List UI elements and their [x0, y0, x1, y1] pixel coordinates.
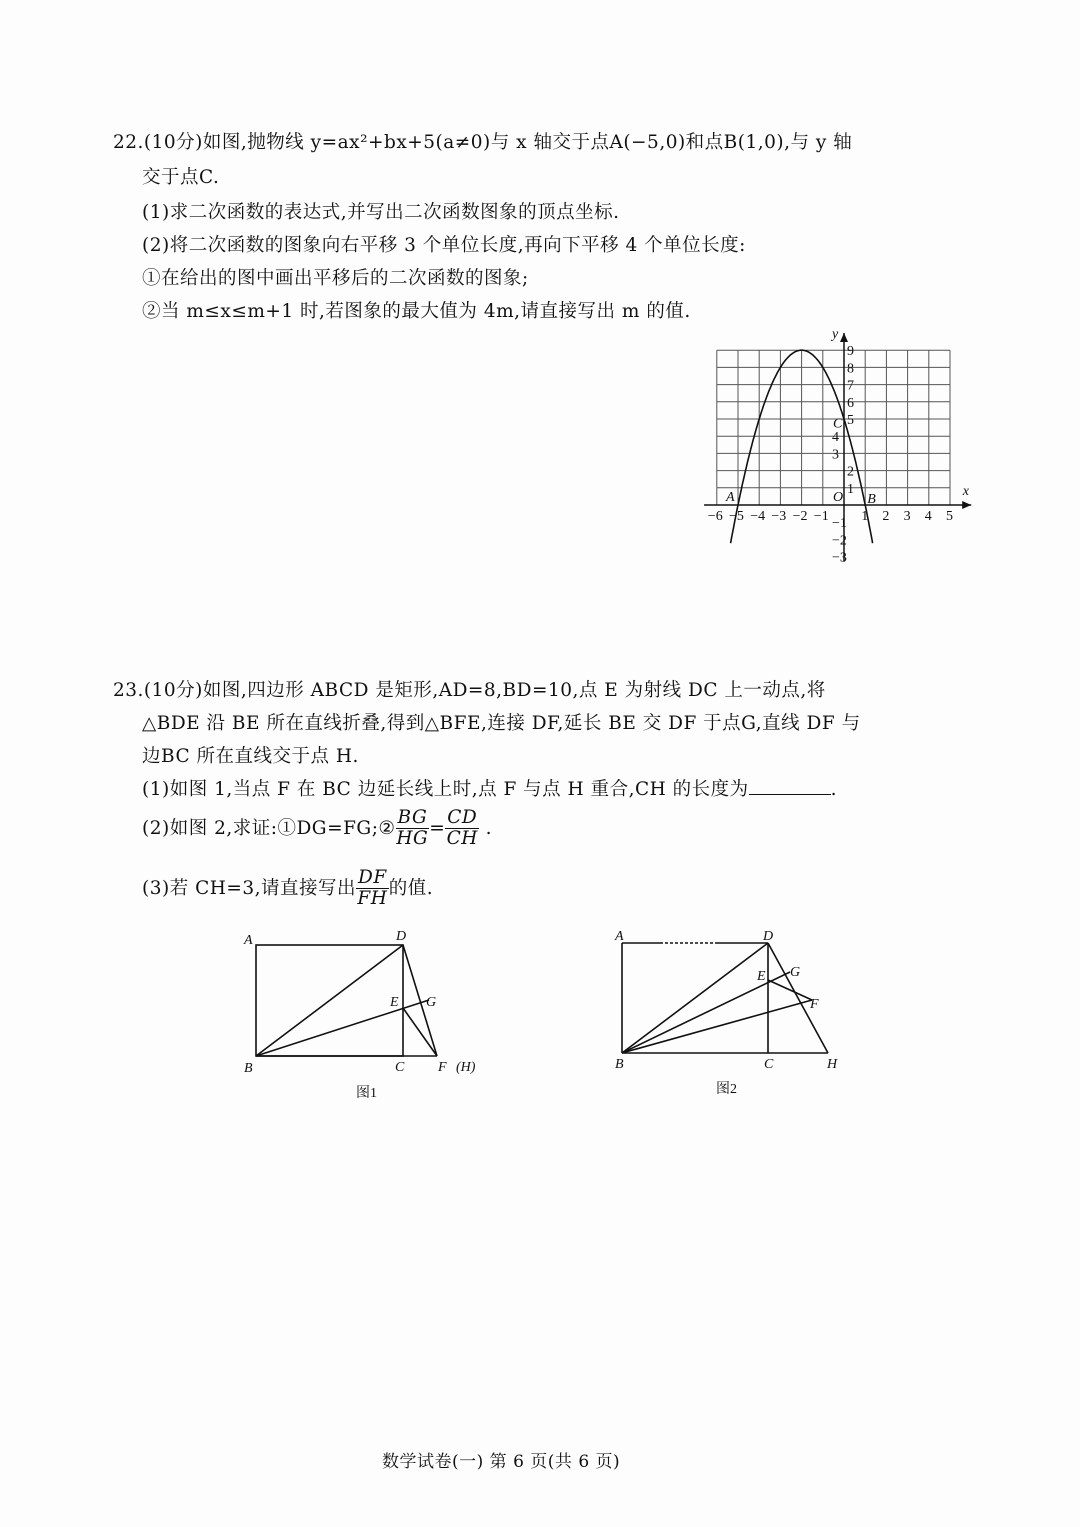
y-axis-label: y	[832, 327, 839, 343]
point-c-label: C	[833, 416, 843, 432]
figure-1-caption: 图1	[356, 1086, 377, 1101]
x-tick-label: 5	[946, 509, 953, 524]
figure-2-caption: 图2	[716, 1082, 737, 1097]
point-a-label: A	[726, 490, 735, 505]
y-tick-label: 3	[832, 447, 839, 463]
q23-line: 边BC 所在直线交于点 H.	[142, 746, 359, 767]
label-d: D	[396, 929, 407, 944]
x-tick-label: −3	[771, 509, 787, 524]
y-tick-label: 1	[847, 481, 854, 497]
y-tick-label: 6	[847, 395, 854, 411]
x-tick-label: −1	[813, 509, 829, 524]
x-tick-label: 2	[882, 509, 890, 524]
label-g: G	[426, 995, 437, 1010]
y-tick-label: 7	[847, 378, 854, 394]
q22-line: 交于点C.	[142, 167, 220, 188]
x-tick-label: 1	[861, 509, 869, 524]
label-b: B	[244, 1061, 253, 1076]
label-e: E	[757, 969, 766, 984]
label-f: F	[438, 1060, 447, 1075]
q22-part2-1: ①在给出的图中画出平移后的二次函数的图象;	[142, 268, 529, 289]
q22-line: 22.(10分)如图,抛物线 y=ax²+bx+5(a≠0)与 x 轴交于点A(−5,0)和点B(1,0),与 y 轴	[113, 132, 853, 153]
x-axis-label: x	[962, 484, 969, 499]
label-h: (H)	[456, 1060, 476, 1075]
fraction-bg-hg: $\frac{BG}{HG}$	[396, 807, 429, 850]
page-footer: 数学试卷(一) 第 6 页(共 6 页)	[382, 1452, 621, 1472]
label-f: F	[810, 997, 819, 1012]
y-tick-label: −1	[832, 516, 847, 532]
x-tick-label: 4	[924, 509, 932, 524]
label-c: C	[395, 1060, 405, 1075]
y-tick-label: −2	[832, 533, 847, 549]
q23-line: 23.(10分)如图,四边形 ABCD 是矩形,AD=8,BD=10,点 E 为射线 DC 上一动点,将	[113, 680, 826, 701]
point-b-label: B	[867, 492, 876, 507]
label-d: D	[763, 929, 774, 944]
y-tick-label: 5	[847, 413, 854, 428]
q22-part2-2: ②当 m≤x≤m+1 时,若图象的最大值为 4m,请直接写出 m 的值.	[142, 301, 691, 322]
q23-part1: (1)如图 1,当点 F 在 BC 边延长线上时,点 F 与点 H 重合,CH 的长度为 .	[142, 779, 838, 800]
y-tick-label: 8	[847, 361, 854, 377]
y-tick-label: −3	[832, 550, 847, 566]
x-tick-label: −6	[707, 509, 723, 524]
x-tick-label: −2	[792, 509, 808, 524]
label-b: B	[615, 1057, 624, 1072]
label-a: A	[244, 933, 253, 948]
label-h: H	[827, 1057, 838, 1072]
fraction-df-fh: $\frac{DF}{FH}$	[357, 867, 388, 910]
q23-part2: (2)如图 2,求证:①DG=FG;② $\frac{BG}{HG}$ = $\frac{CD}{CH}$ .	[142, 807, 493, 850]
y-tick-label: 9	[847, 344, 854, 360]
label-a: A	[615, 929, 624, 944]
q22-part2: (2)将二次函数的图象向右平移 3 个单位长度,再向下平移 4 个单位长度:	[142, 235, 746, 256]
fraction-cd-ch: $\frac{CD}{CH}$	[446, 807, 478, 850]
x-tick-label: −4	[750, 509, 766, 524]
label-e: E	[390, 995, 399, 1010]
label-g: G	[790, 965, 801, 980]
x-tick-label: −5	[729, 509, 744, 524]
q23-part3: (3)若 CH=3,请直接写出 $\frac{DF}{FH}$ 的值.	[142, 867, 434, 910]
origin-label: O	[833, 490, 844, 505]
y-tick-label: 4	[832, 430, 839, 446]
y-tick-label: 2	[847, 464, 854, 480]
q23-line: △BDE 沿 BE 所在直线折叠,得到△BFE,连接 DF,延长 BE 交 DF 于点G,直线 DF 与	[142, 713, 861, 734]
q22-part1: (1)求二次函数的表达式,并写出二次函数图象的顶点坐标.	[142, 202, 620, 223]
x-tick-label: 3	[903, 509, 911, 524]
label-c: C	[764, 1057, 774, 1072]
